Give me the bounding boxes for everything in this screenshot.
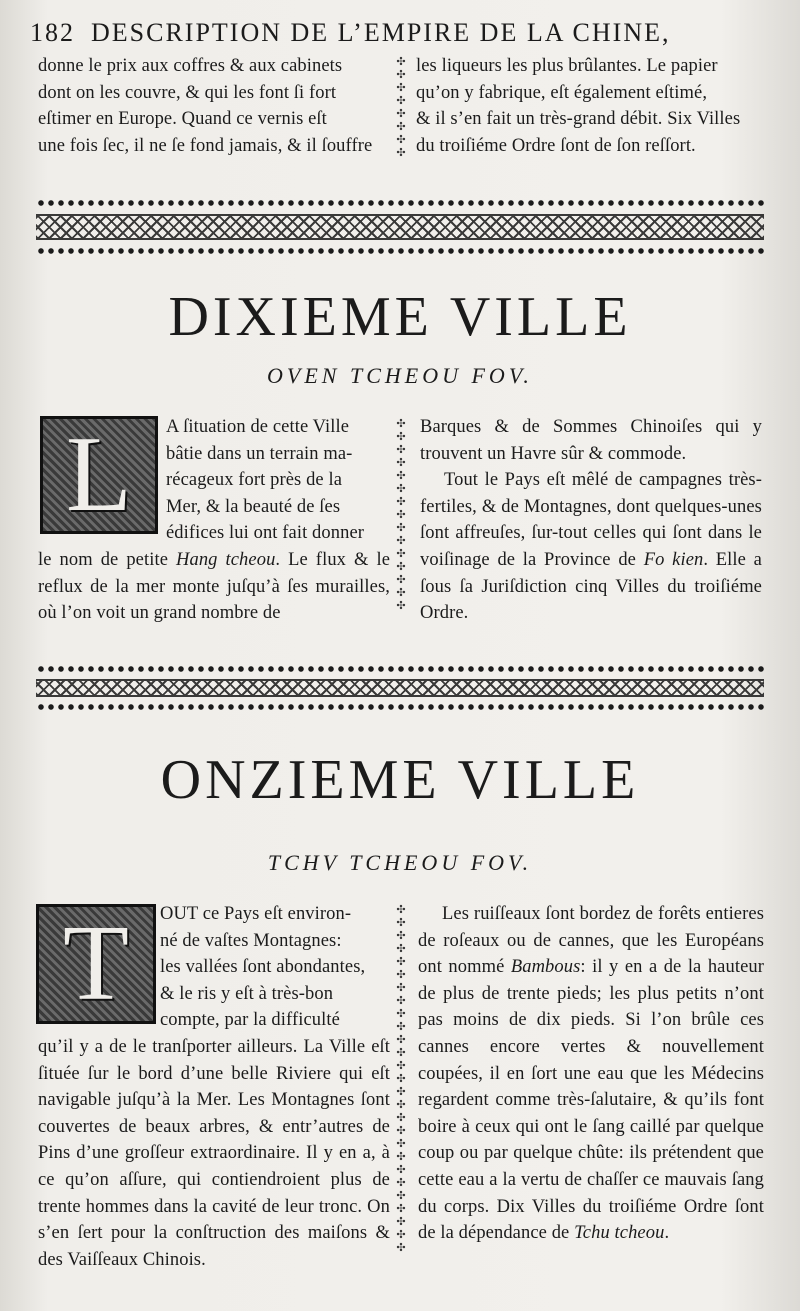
section10-right-body (420, 414, 762, 627)
section10-left-beside (166, 414, 390, 547)
text-line: récageux fort près de la (166, 470, 342, 491)
page-number: 182 (30, 18, 75, 47)
ornament-band (36, 198, 764, 256)
text-line: les liqueurs les plus brûlantes. Le papier (416, 56, 718, 76)
section-subheading-onzieme: TCHV TCHEOU FOV. (267, 850, 533, 875)
paragraph: Tout le Pays eſt mêlé de campagnes très-fertiles, & de Montagnes, dont quelques-unes ſont affreuſes, ſur-tout celles qui ſont dans le voiſinage de la Province de Fo kien. Elle a ſous ſa Juriſdiction cinq Villes du troiſiéme Ordre. (420, 470, 762, 624)
place-name: Fo kien (643, 549, 704, 570)
place-name: Hang tcheou (176, 550, 276, 570)
column-divider: ✣ ✣ ✣ ✣ ✣ ✣ ✣ ✣ ✣ ✣ ✣ ✣ ✣ ✣ ✣ (396, 418, 406, 612)
text-line: & le ris y eſt à très-bon (160, 983, 334, 1004)
top-left-column (38, 53, 390, 159)
section11-right-body (418, 901, 764, 1247)
text-line: Mer, & la beauté de ſes (166, 496, 341, 517)
text-line: donne le prix aux coffres & aux cabinets (38, 56, 343, 76)
text-line: les vallées ſont abondantes, (160, 957, 366, 978)
term-italic: Bambous (510, 957, 581, 978)
text-line: qu’on y fabrique, eſt également eſtimé, (416, 82, 708, 103)
text-line: bâtie dans un terrain ma- (166, 443, 353, 464)
dropcap-t: T (36, 904, 156, 1024)
text-line: du troiſiéme Ordre ſont de ſon reſſort. (416, 135, 696, 156)
column-divider: ✣ ✣ ✣ ✣ ✣ ✣ ✣ ✣ (396, 56, 406, 159)
text-line: A ſituation de cette Ville (166, 417, 350, 437)
text-line: né de vaſtes Montagnes: (160, 930, 342, 951)
text-line: & il s’en fait un très-grand débit. Six Villes (416, 109, 741, 130)
text-line: OUT ce Pays eſt environ- (160, 904, 352, 924)
paragraph: qu’il y a de le tranſporter ailleurs. La Ville eſt ſituée ſur le bord d’une belle Riviere qui eſt navigable juſqu’à la Mer. Les Montagnes ſont couvertes de beaux arbres, & entr’autres de Pins d’une groſſeur extraordinaire. Il y en a, à ce qu’on aſſure, qui contiendroient plus de trente hommes dans la cavité de leur tronc. On s’en ſert pour la conſtruction des maiſons & des Vaiſſeaux Chinois. (38, 1037, 390, 1270)
place-name: Tchu tcheou (574, 1223, 665, 1244)
section10-left-body: le nom de petite Hang tcheou. Le flux & le reflux de la mer monte juſqu’à ſes murailles, où l’on voit un grand nombre de (38, 550, 391, 624)
section-heading-onzieme: ONZIEME VILLE (160, 749, 640, 811)
text-line: édifices lui ont fait donner (166, 523, 365, 544)
text-line: dont on les couvre, & qui les font ſi fort (38, 82, 337, 103)
text-line: une fois ſec, il ne ſe fond jamais, & il ſouffre (38, 135, 373, 156)
text-line: compte, par la difficulté (160, 1010, 340, 1031)
section-heading-dixieme: DIXIEME VILLE (168, 286, 632, 348)
section11-left-beside (160, 901, 390, 1034)
paragraph: Les ruiſſeaux ſont bordez de forêts entieres de roſeaux ou de cannes, que les Européans ont nommé Bambous: il y en a de la hauteur de plus de trente pieds; les plus petits n’ont pas moins de dix pieds. Si l’on brûle ces cannes encore vertes & nouvellement coupées, il en ſort une eau que les Médecins regardent comme très-ſalutaire, & qu’ils font boire à ceux qui ont le ſang caillé par quelque coup ou par quelque chûte: ils prétendent que cette eau a la vertu de chaſſer ce mauvais ſang du corps. Dix Villes du troiſiéme Ordre ſont de la dépendance de Tchu tcheou. (418, 904, 764, 1244)
section-subheading-dixieme: OVEN TCHEOU FOV. (267, 363, 533, 388)
running-head (30, 18, 770, 48)
dropcap-l: L (40, 416, 158, 534)
running-title: DESCRIPTION DE L’EMPIRE DE LA CHINE, (91, 18, 671, 47)
section11-left-body (38, 1034, 390, 1273)
ornament-band (36, 664, 764, 712)
paragraph: Barques & de Sommes Chinoiſes qui y trouvent un Havre sûr & commode. (420, 417, 762, 464)
column-divider: ✣ ✣ ✣ ✣ ✣ ✣ ✣ ✣ ✣ ✣ ✣ ✣ ✣ ✣ ✣ ✣ ✣ ✣ ✣ ✣ ✣ ✣ ✣ ✣ ✣ ✣ ✣ (396, 904, 406, 1254)
top-right-column (416, 53, 764, 159)
text-line: eſtimer en Europe. Quand ce vernis eſt (38, 109, 327, 130)
